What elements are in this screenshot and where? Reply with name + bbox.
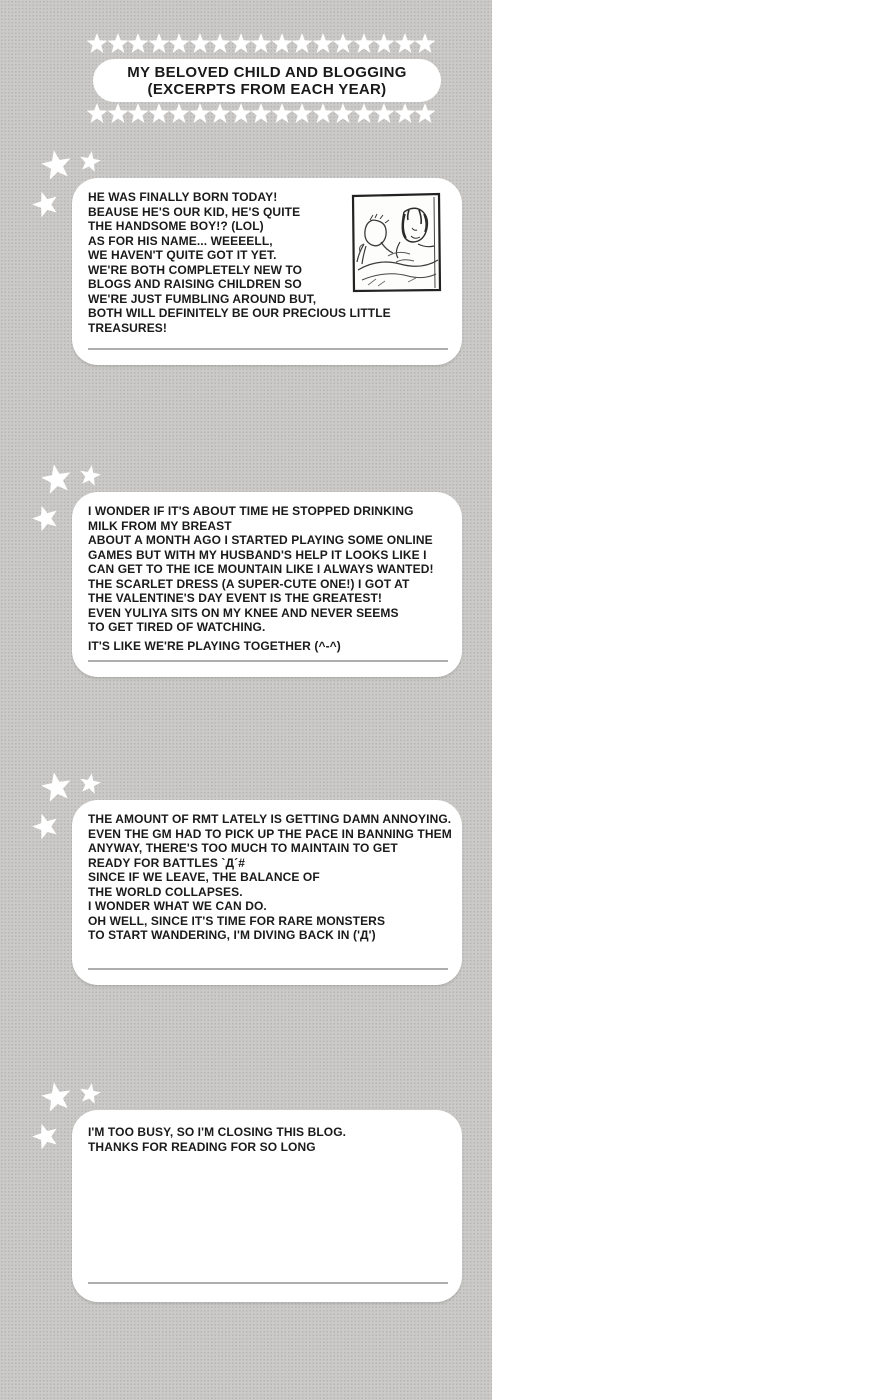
star-icon [29, 1119, 63, 1152]
star-icon [77, 463, 102, 488]
star-icon [86, 103, 108, 124]
text-line: AS FOR HIS NAME... WEEEELL, [88, 233, 273, 248]
text-line: BEAUSE HE'S OUR KID, HE'S QUITE [88, 204, 301, 219]
blog-entry-card [72, 1110, 462, 1302]
text-line: MILK FROM MY BREAST [88, 518, 232, 533]
star-icon [414, 103, 436, 124]
star-icon [29, 809, 63, 842]
page-title-line-1: MY BELOVED CHILD AND BLOGGING [127, 63, 407, 81]
star-icon [353, 33, 375, 54]
star-icon [29, 187, 63, 220]
text-line: TO GET TIRED OF WATCHING. [88, 620, 266, 634]
page-title-line-2: (EXCERPTS FROM EACH YEAR) [147, 80, 387, 98]
star-icon [209, 103, 231, 124]
star-icon [230, 103, 252, 124]
blog-entry-card [72, 492, 462, 677]
text-line: THE VALENTINE'S DAY EVENT IS THE GREATEST! [88, 591, 382, 605]
text-line: THE WORLD COLLAPSES. [88, 884, 243, 899]
text-line: WE'RE JUST FUMBLING AROUND BUT, [88, 291, 317, 306]
blog-entry-text [88, 504, 458, 653]
text-line: SINCE IF WE LEAVE, THE BALANCE OF [88, 870, 320, 884]
star-icon [332, 103, 354, 124]
star-icon [127, 103, 149, 124]
star-icon [107, 103, 129, 124]
star-icon [77, 149, 102, 174]
star-icon [332, 33, 354, 54]
text-line: WE HAVEN'T QUITE GOT IT YET. [88, 248, 277, 262]
text-line: EVEN THE GM HAD TO PICK UP THE PACE IN BANNING THEM [88, 826, 452, 841]
star-icon [250, 33, 272, 54]
star-icon [39, 1080, 75, 1115]
star-icon [312, 103, 334, 124]
entry-divider-line [88, 348, 448, 350]
text-line: GAMES BUT WITH MY HUSBAND'S HELP IT LOOKS LIKE I [88, 547, 427, 562]
star-icon [39, 462, 75, 497]
star-icon [250, 103, 272, 124]
page-title [93, 59, 441, 102]
star-icon [168, 103, 190, 124]
star-icon [189, 33, 211, 54]
text-line: EVEN YULIYA SITS ON MY KNEE AND NEVER SEEMS [88, 605, 399, 620]
text-line: TO START WANDERING, I'M DIVING BACK IN ('Д') [88, 928, 376, 942]
blog-entry-text [88, 1125, 458, 1154]
text-line: BLOGS AND RAISING CHILDREN SO [88, 277, 302, 291]
star-icon [414, 33, 436, 54]
text-line: THANKS FOR READING FOR SO LONG [88, 1139, 316, 1154]
text-line: ABOUT A MONTH AGO I STARTED PLAYING SOME ONLINE [88, 533, 433, 547]
text-line: BOTH WILL DEFINITELY BE OUR PRECIOUS LITTLE [88, 306, 391, 320]
star-icon [39, 148, 75, 183]
star-icon [107, 33, 129, 54]
text-line: TREASURES! [88, 320, 168, 335]
text-line: IT'S LIKE WE'RE PLAYING TOGETHER (^-^) [88, 638, 341, 653]
star-icon [291, 33, 313, 54]
star-icon [189, 103, 211, 124]
star-icon [353, 103, 375, 124]
text-line: ANYWAY, THERE'S TOO MUCH TO MAINTAIN TO GET [88, 841, 398, 855]
star-icon [127, 33, 149, 54]
text-line: THE AMOUNT OF RMT LATELY IS GETTING DAMN ANNOYING. [88, 812, 452, 826]
entry-divider-line [88, 968, 448, 970]
star-icon [209, 33, 231, 54]
blog-entry-card [72, 178, 462, 365]
star-icon [86, 33, 108, 54]
star-icon [373, 103, 395, 124]
entry-divider-line [88, 660, 448, 662]
star-icon [77, 1081, 102, 1106]
entry-divider-line [88, 1282, 448, 1284]
star-icon [77, 771, 102, 796]
star-icon [291, 103, 313, 124]
text-line: I WONDER IF IT'S ABOUT TIME HE STOPPED DRINKING [88, 504, 414, 518]
star-icon [271, 33, 293, 54]
text-line: HE WAS FINALLY BORN TODAY! [88, 190, 278, 204]
star-icon [373, 33, 395, 54]
text-line: CAN GET TO THE ICE MOUNTAIN LIKE I ALWAYS WANTED! [88, 562, 434, 576]
star-icon [230, 33, 252, 54]
blog-entry-card [72, 800, 462, 985]
blog-entry-text [88, 812, 458, 943]
star-icon [168, 33, 190, 54]
star-icon [39, 770, 75, 805]
text-line: I'M TOO BUSY, SO I'M CLOSING THIS BLOG. [88, 1125, 347, 1139]
text-line: THE SCARLET DRESS (A SUPER-CUTE ONE!) I GOT AT [88, 576, 410, 591]
text-line: THE HANDSOME BOY!? (LOL) [88, 219, 264, 233]
star-icon [148, 33, 170, 54]
text-line: I WONDER WHAT WE CAN DO. [88, 899, 267, 913]
text-line: READY FOR BATTLES `Д´# [88, 855, 245, 870]
text-line: WE'RE BOTH COMPLETELY NEW TO [88, 262, 303, 277]
star-row-bottom [86, 103, 435, 124]
star-row-top [86, 33, 435, 54]
star-icon [394, 33, 416, 54]
star-icon [148, 103, 170, 124]
couple-sketch-image [348, 190, 445, 295]
star-icon [394, 103, 416, 124]
star-icon [271, 103, 293, 124]
star-icon [312, 33, 334, 54]
text-line: OH WELL, SINCE IT'S TIME FOR RARE MONSTERS [88, 913, 386, 928]
star-icon [29, 501, 63, 534]
